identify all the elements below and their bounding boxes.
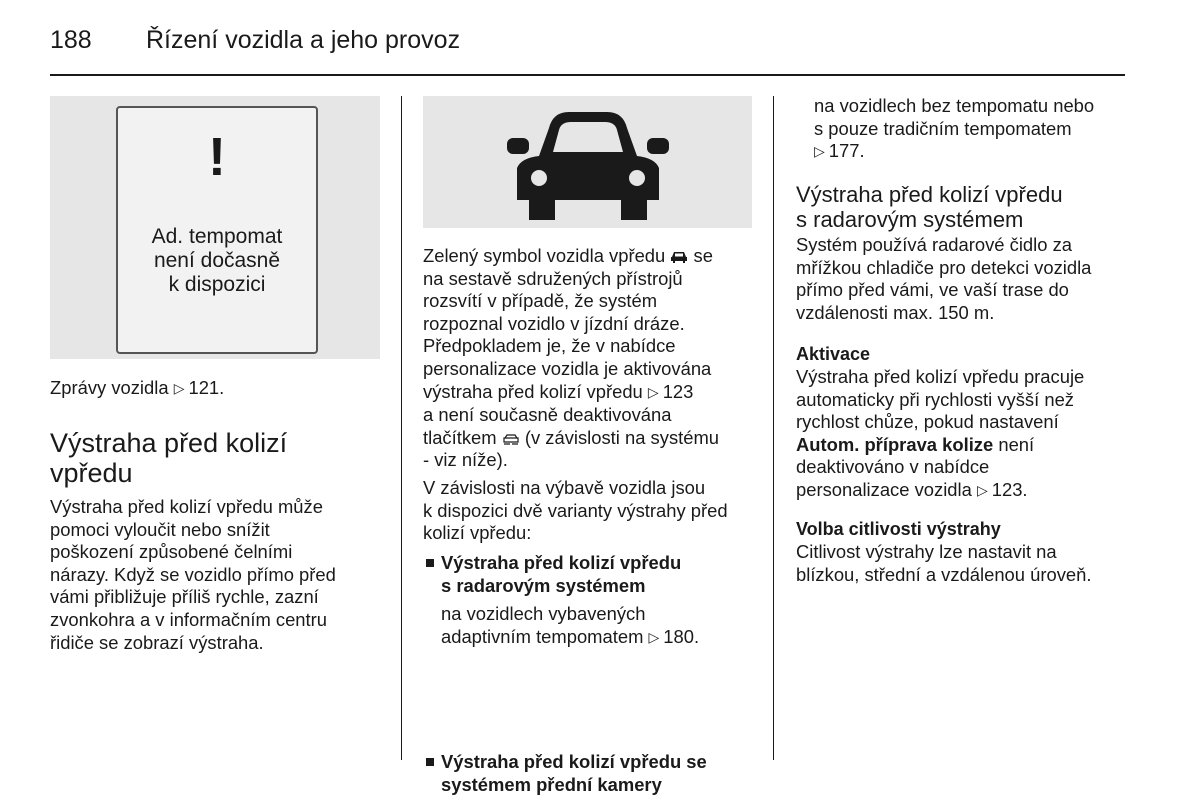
activation-heading: Aktivace <box>796 344 871 364</box>
exclamation-icon: ! <box>208 127 226 187</box>
display-figure <box>50 96 380 359</box>
car-symbol-figure <box>423 96 752 228</box>
radar-section-heading: Výstraha před kolizí vpředu s radarovým systémem <box>796 182 1063 232</box>
list-item: Výstraha před kolizí vpředu s radarovým systémem na vozidlech vybavených adaptivním tempomatem ▷ 180. <box>423 552 771 649</box>
header-rule <box>50 74 1125 76</box>
car-icon <box>670 250 688 264</box>
activation-paragraph: Výstraha před kolizí vpředu pracuje automaticky při rychlosti vyšší než rychlost chůze, pokud nastavení Autom. příprava kolize není deaktivováno v nabídce personalizace vozidla ▷ 123. <box>796 366 1136 503</box>
continued-paragraph: na vozidlech bez tempomatu nebo s pouze tradičním tempomatem ▷ 177. <box>814 95 1134 164</box>
page-number: 188 <box>50 26 92 54</box>
page-ref: ▷ 177. <box>814 140 865 161</box>
page-title: Řízení vozidla a jeho provoz <box>146 26 461 54</box>
page-ref: ▷ 180. <box>649 626 700 647</box>
display-line-1: Ad. tempomat <box>151 225 283 248</box>
radar-paragraph: Systém používá radarové čidlo za mřížkou chladiče pro detekci vozidla přímo před vámi, ve vaší trase do vzdálenosti max. 150 m. <box>796 234 1092 323</box>
sensitivity-heading: Volba citlivosti výstrahy <box>796 519 1001 539</box>
vehicle-ahead-icon <box>423 96 752 228</box>
vehicle-messages-ref: Zprávy vozidla ▷ 121. <box>50 377 224 401</box>
column-divider-2 <box>773 96 774 760</box>
section-heading: Výstraha před kolizí vpředu <box>50 428 288 488</box>
column-divider-1 <box>401 96 402 760</box>
page-ref: ▷ 123 <box>648 381 693 402</box>
list-item: Výstraha před kolizí vpředu se systémem přední kamery <box>423 751 771 796</box>
page-ref: ▷ 123. <box>977 479 1028 500</box>
display-line-2: není dočasně <box>153 249 281 272</box>
display-line-3: k dispozici <box>168 273 266 296</box>
green-symbol-paragraph: Zelený symbol vozidla vpředu se na sestavě sdružených přístrojů rozsvítí v případě, že systém rozpoznal vozidlo v jízdní dráze. Předpokladem je, že v nabídce personalizace vozidla je aktivována výstraha před kolizí vpředu ▷ 123 a není současně deaktivována tlačítkem (v závislosti na systému - viz níže). <box>423 245 768 472</box>
instrument-display <box>116 106 318 354</box>
collision-alert-button-icon <box>502 432 520 446</box>
intro-paragraph: Výstraha před kolizí vpředu může pomoci vyloučit nebo snížit poškození způsobené čelními nárazy. Když se vozidlo přímo před vámi přibližuje příliš rychle, zazní zvonkohra a v informačním centru řidiče se zobrazí výstraha. <box>50 496 336 653</box>
variants-paragraph: V závislosti na výbavě vozidla jsou k dispozici dvě varianty výstrahy před kolizí vpředu: <box>423 477 728 544</box>
page-ref: ▷ 121. <box>174 377 225 398</box>
sensitivity-paragraph: Citlivost výstrahy lze nastavit na blízkou, střední a vzdálenou úroveň. <box>796 541 1092 585</box>
